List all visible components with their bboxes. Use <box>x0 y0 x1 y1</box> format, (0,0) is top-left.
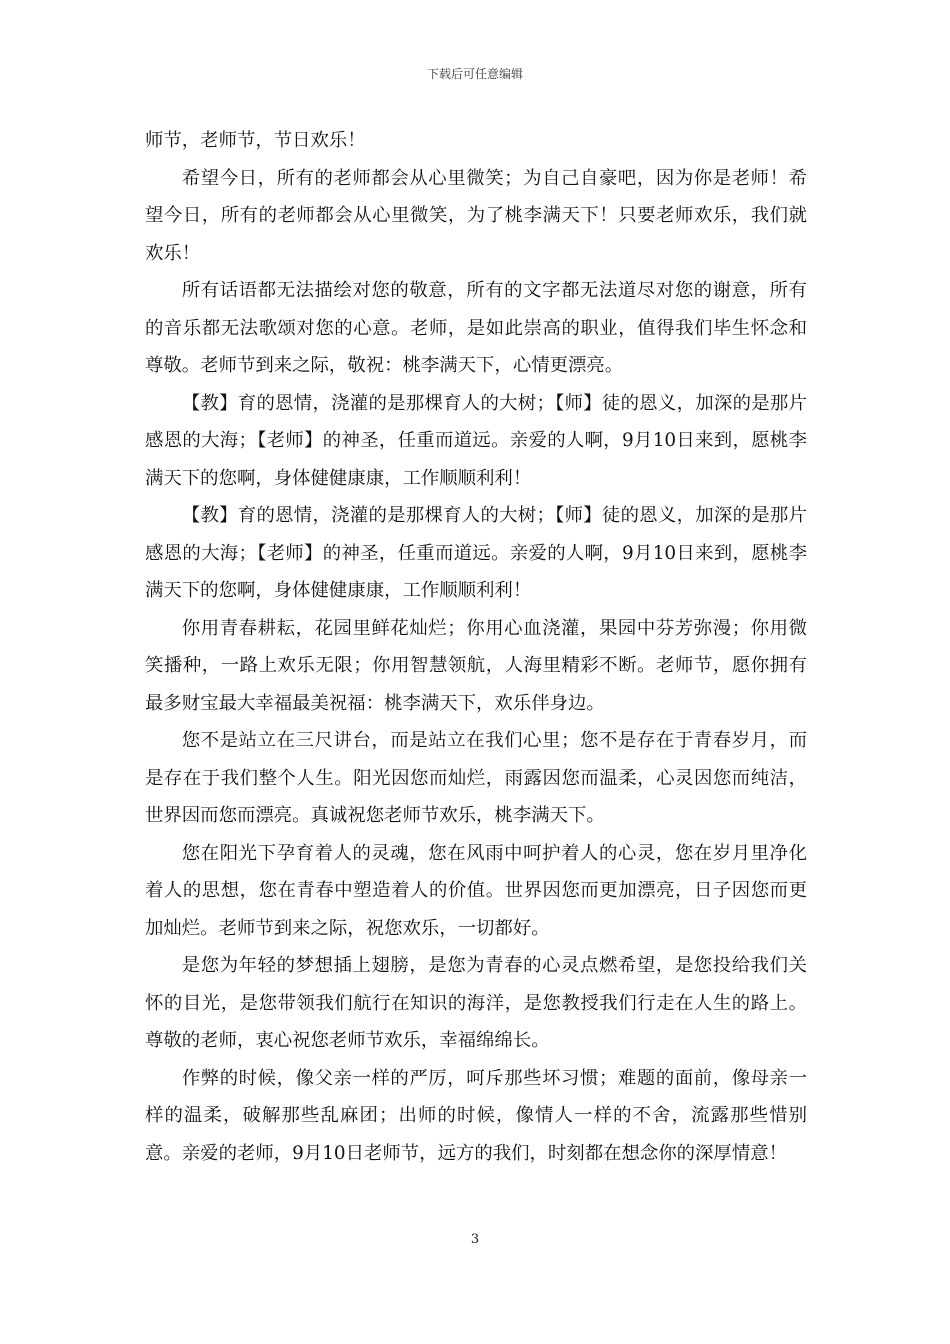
document-body <box>145 122 807 1172</box>
paragraph: 所有话语都无法描绘对您的敬意，所有的文字都无法道尽对您的谢意，所有的音乐都无法歌颂对您的心意。老师，是如此崇高的职业，值得我们毕生怀念和尊敬。老师节到来之际，敬祝：桃李满天下，心情更漂亮。 <box>145 280 807 376</box>
paragraph: 【教】育的恩情，浇灌的是那棵育人的大树；【师】徒的恩义，加深的是那片感恩的大海；【老师】的神圣，任重而道远。亲爱的人啊，9月10日来到，愿桃李满天下的您啊，身体健健康康，工作顺顺利利！ <box>145 392 807 489</box>
paragraph: 【教】育的恩情，浇灌的是那棵育人的大树；【师】徒的恩义，加深的是那片感恩的大海；【老师】的神圣，任重而道远。亲爱的人啊，9月10日来到，愿桃李满天下的您啊，身体健健康康，工作顺顺利利！ <box>145 505 807 601</box>
page-header: 下载后可任意编辑 <box>426 67 523 81</box>
paragraph: 是您为年轻的梦想插上翅膀，是您为青春的心灵点燃希望，是您投给我们关怀的目光，是您带领我们航行在知识的海洋，是您教授我们行走在人生的路上。尊敬的老师，衷心祝您老师节欢乐，幸福绵绵长。 <box>145 955 807 1051</box>
paragraph: 你用青春耕耘，花园里鲜花灿烂；你用心血浇灌，果园中芬芳弥漫；你用微笑播种，一路上欢乐无限；你用智慧领航，人海里精彩不断。老师节，愿你拥有最多财宝最大幸福最美祝福：桃李满天下，欢乐伴身边。 <box>145 617 807 714</box>
paragraph: 师节，老师节，节日欢乐！ <box>145 130 366 151</box>
page-number: 3 <box>470 1232 480 1247</box>
paragraph: 作弊的时候，像父亲一样的严厉，呵斥那些坏习惯；难题的面前，像母亲一样的温柔，破解那些乱麻团；出师的时候，像情人一样的不舍，流露那些惜别意。亲爱的老师，9月10日老师节，远方的我们，时刻都在想念你的深厚情意！ <box>145 1067 807 1164</box>
paragraph: 您不是站立在三尺讲台，而是站立在我们心里；您不是存在于青春岁月，而是存在于我们整个人生。阳光因您而灿烂，雨露因您而温柔，心灵因您而纯洁，世界因而您而漂亮。真诚祝您老师节欢乐，桃李满天下。 <box>145 730 807 826</box>
paragraph: 您在阳光下孕育着人的灵魂，您在风雨中呵护着人的心灵，您在岁月里净化着人的思想，您在青春中塑造着人的价值。世界因您而更加漂亮，日子因您而更加灿烂。老师节到来之际，祝您欢乐，一切都好。 <box>145 842 807 939</box>
paragraph: 希望今日，所有的老师都会从心里微笑；为自己自豪吧，因为你是老师！希望今日，所有的老师都会从心里微笑，为了桃李满天下！只要老师欢乐，我们就欢乐！ <box>145 167 807 264</box>
